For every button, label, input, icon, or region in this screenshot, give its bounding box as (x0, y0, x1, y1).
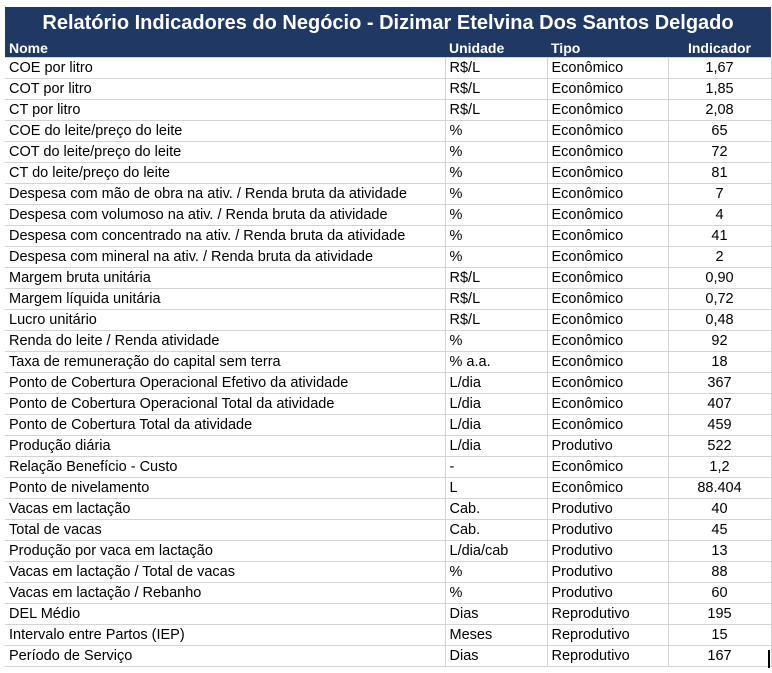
cell-tipo[interactable]: Produtivo (547, 583, 668, 604)
cell-nome[interactable]: Ponto de Cobertura Total da atividade (5, 415, 445, 436)
table-row (5, 646, 771, 667)
cell-tipo[interactable]: Reprodutivo (547, 625, 668, 646)
cell-tipo[interactable]: Econômico (547, 478, 668, 499)
cell-indicador[interactable]: 45 (668, 520, 771, 541)
cell-unidade[interactable]: % (445, 562, 547, 583)
cell-nome[interactable]: Lucro unitário (5, 310, 445, 331)
table-row (5, 268, 771, 289)
cell-unidade[interactable]: L/dia (445, 394, 547, 415)
cell-indicador[interactable]: 459 (668, 415, 771, 436)
column-header-nome[interactable]: Nome (5, 39, 445, 58)
cell-indicador[interactable]: 0,90 (668, 268, 771, 289)
cell-unidade[interactable]: L/dia (445, 415, 547, 436)
cell-indicador[interactable]: 40 (668, 499, 771, 520)
cell-indicador[interactable]: 1,2 (668, 457, 771, 478)
column-header-tipo[interactable]: Tipo (547, 39, 668, 58)
table-row (5, 478, 771, 499)
cell-nome[interactable]: Período de Serviço (5, 646, 445, 667)
cell-indicador[interactable]: 522 (668, 436, 771, 457)
table-row (5, 352, 771, 373)
cell-tipo[interactable]: Econômico (547, 289, 668, 310)
cell-indicador[interactable]: 65 (668, 121, 771, 142)
cell-unidade[interactable]: % (445, 142, 547, 163)
cell-unidade[interactable]: R$/L (445, 310, 547, 331)
cell-unidade[interactable]: L/dia (445, 373, 547, 394)
cell-nome[interactable]: Vacas em lactação / Total de vacas (5, 562, 445, 583)
cell-indicador[interactable]: 13 (668, 541, 771, 562)
cell-tipo[interactable]: Econômico (547, 142, 668, 163)
cell-tipo[interactable]: Econômico (547, 79, 668, 100)
table-body (5, 58, 771, 667)
cell-tipo[interactable]: Produtivo (547, 541, 668, 562)
cell-unidade[interactable]: Cab. (445, 499, 547, 520)
cell-tipo[interactable]: Econômico (547, 163, 668, 184)
cell-nome[interactable]: Relação Benefício - Custo (5, 457, 445, 478)
header-row (5, 39, 771, 58)
cell-tipo[interactable]: Econômico (547, 415, 668, 436)
cell-indicador[interactable]: 2 (668, 247, 771, 268)
cell-nome[interactable]: Vacas em lactação / Rebanho (5, 583, 445, 604)
cell-indicador[interactable]: 2,08 (668, 100, 771, 121)
table-row (5, 289, 771, 310)
table-row (5, 457, 771, 478)
cell-nome[interactable]: Renda do leite / Renda atividade (5, 331, 445, 352)
cell-indicador[interactable]: 407 (668, 394, 771, 415)
cell-nome[interactable]: COT do leite/preço do leite (5, 142, 445, 163)
cell-tipo[interactable]: Econômico (547, 268, 668, 289)
cell-indicador[interactable]: 92 (668, 331, 771, 352)
cell-tipo[interactable]: Econômico (547, 394, 668, 415)
cell-tipo[interactable]: Produtivo (547, 499, 668, 520)
cell-nome[interactable]: Intervalo entre Partos (IEP) (5, 625, 445, 646)
column-header-unidade[interactable]: Unidade (445, 39, 547, 58)
cell-nome[interactable]: CT do leite/preço do leite (5, 163, 445, 184)
table-row (5, 394, 771, 415)
table-row (5, 415, 771, 436)
table-row (5, 100, 771, 121)
cell-tipo[interactable]: Reprodutivo (547, 604, 668, 625)
table-row (5, 604, 771, 625)
table-row (5, 541, 771, 562)
cell-nome[interactable]: CT por litro (5, 100, 445, 121)
cell-indicador[interactable]: 0,48 (668, 310, 771, 331)
cell-unidade[interactable]: % (445, 331, 547, 352)
cell-nome[interactable]: Produção por vaca em lactação (5, 541, 445, 562)
cell-unidade[interactable]: Cab. (445, 520, 547, 541)
cell-indicador[interactable]: 195 (668, 604, 771, 625)
cell-unidade[interactable]: % (445, 184, 547, 205)
cell-unidade[interactable]: - (445, 457, 547, 478)
cell-indicador[interactable]: 15 (668, 625, 771, 646)
report (5, 7, 771, 667)
cell-indicador[interactable]: 72 (668, 142, 771, 163)
cell-indicador[interactable]: 88 (668, 562, 771, 583)
table-row (5, 163, 771, 184)
cell-unidade[interactable]: Meses (445, 625, 547, 646)
cell-indicador[interactable]: 367 (668, 373, 771, 394)
cell-indicador[interactable]: 1,85 (668, 79, 771, 100)
cell-unidade[interactable]: R$/L (445, 289, 547, 310)
cell-unidade[interactable]: R$/L (445, 79, 547, 100)
cell-indicador[interactable]: 1,67 (668, 58, 771, 79)
cell-nome[interactable]: Despesa com volumoso na ativ. / Renda bruta da atividade (5, 205, 445, 226)
cell-indicador[interactable]: 18 (668, 352, 771, 373)
cell-tipo[interactable]: Econômico (547, 226, 668, 247)
cell-nome[interactable]: Margem líquida unitária (5, 289, 445, 310)
cell-indicador[interactable]: 4 (668, 205, 771, 226)
cell-tipo[interactable]: Econômico (547, 121, 668, 142)
cell-nome[interactable]: Ponto de Cobertura Operacional Efetivo da atividade (5, 373, 445, 394)
cell-nome[interactable]: Total de vacas (5, 520, 445, 541)
table-row (5, 58, 771, 79)
cell-cursor-edge (768, 650, 770, 668)
cell-nome[interactable]: COE por litro (5, 58, 445, 79)
cell-tipo[interactable]: Econômico (547, 310, 668, 331)
cell-nome[interactable]: Despesa com concentrado na ativ. / Renda bruta da atividade (5, 226, 445, 247)
cell-unidade[interactable]: % (445, 163, 547, 184)
table-row (5, 583, 771, 604)
table-row (5, 310, 771, 331)
table-row (5, 142, 771, 163)
table-row (5, 205, 771, 226)
column-header-indicador[interactable]: Indicador (668, 39, 771, 58)
indicators-table (5, 39, 772, 667)
cell-indicador[interactable]: 88.404 (668, 478, 771, 499)
cell-unidade[interactable]: R$/L (445, 58, 547, 79)
cell-indicador[interactable]: 0,72 (668, 289, 771, 310)
cell-nome[interactable]: Ponto de nivelamento (5, 478, 445, 499)
cell-unidade[interactable]: Dias (445, 646, 547, 667)
cell-unidade[interactable]: % (445, 247, 547, 268)
cell-indicador[interactable]: 7 (668, 184, 771, 205)
table-row (5, 520, 771, 541)
cell-tipo[interactable]: Reprodutivo (547, 646, 668, 667)
cell-unidade[interactable]: L/dia (445, 436, 547, 457)
cell-tipo[interactable]: Produtivo (547, 436, 668, 457)
table-row (5, 184, 771, 205)
cell-tipo[interactable]: Econômico (547, 184, 668, 205)
table-row (5, 373, 771, 394)
cell-unidade[interactable]: % (445, 583, 547, 604)
cell-unidade[interactable]: % (445, 205, 547, 226)
cell-tipo[interactable]: Econômico (547, 457, 668, 478)
cell-tipo[interactable]: Produtivo (547, 562, 668, 583)
cell-nome[interactable]: DEL Médio (5, 604, 445, 625)
cell-tipo[interactable]: Econômico (547, 205, 668, 226)
cell-unidade[interactable]: % (445, 121, 547, 142)
cell-unidade[interactable]: R$/L (445, 100, 547, 121)
cell-nome[interactable]: COE do leite/preço do leite (5, 121, 445, 142)
cell-indicador[interactable]: 60 (668, 583, 771, 604)
cell-nome[interactable]: Despesa com mineral na ativ. / Renda bruta da atividade (5, 247, 445, 268)
cell-nome[interactable]: Vacas em lactação (5, 499, 445, 520)
cell-tipo[interactable]: Econômico (547, 58, 668, 79)
cell-nome[interactable]: Produção diária (5, 436, 445, 457)
cell-tipo[interactable]: Econômico (547, 247, 668, 268)
table-row (5, 247, 771, 268)
cell-nome[interactable]: COT por litro (5, 79, 445, 100)
table-row (5, 625, 771, 646)
cell-nome[interactable]: Taxa de remuneração do capital sem terra (5, 352, 445, 373)
cell-indicador[interactable]: 41 (668, 226, 771, 247)
cell-indicador[interactable]: 167 (668, 646, 771, 667)
table-row (5, 436, 771, 457)
cell-unidade[interactable]: L/dia/cab (445, 541, 547, 562)
table-row (5, 79, 771, 100)
cell-tipo[interactable]: Econômico (547, 373, 668, 394)
cell-unidade[interactable]: R$/L (445, 268, 547, 289)
table-row (5, 499, 771, 520)
cell-tipo[interactable]: Econômico (547, 100, 668, 121)
cell-nome[interactable]: Ponto de Cobertura Operacional Total da atividade (5, 394, 445, 415)
cell-tipo[interactable]: Produtivo (547, 520, 668, 541)
cell-unidade[interactable]: L (445, 478, 547, 499)
cell-unidade[interactable]: % (445, 226, 547, 247)
table-row (5, 331, 771, 352)
table-row (5, 226, 771, 247)
cell-nome[interactable]: Margem bruta unitária (5, 268, 445, 289)
report-title: Relatório Indicadores do Negócio - Dizimar Etelvina Dos Santos Delgado (5, 7, 771, 39)
table-row (5, 562, 771, 583)
cell-indicador[interactable]: 81 (668, 163, 771, 184)
table-row (5, 121, 771, 142)
cell-tipo[interactable]: Econômico (547, 331, 668, 352)
cell-nome[interactable]: Despesa com mão de obra na ativ. / Renda bruta da atividade (5, 184, 445, 205)
cell-unidade[interactable]: Dias (445, 604, 547, 625)
cell-unidade[interactable]: % a.a. (445, 352, 547, 373)
cell-tipo[interactable]: Econômico (547, 352, 668, 373)
